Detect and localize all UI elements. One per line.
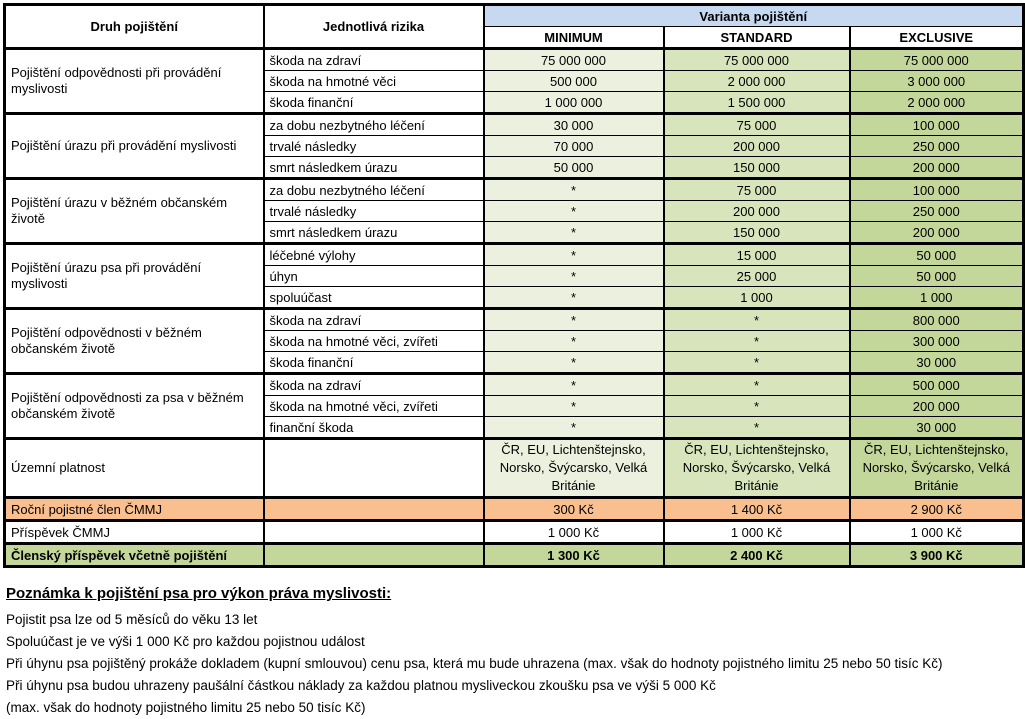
table-row-total — [5, 544, 1024, 567]
value-cell: 100 000 — [850, 114, 1024, 136]
value-cell: * — [664, 331, 850, 352]
value-cell: 2 000 000 — [850, 92, 1024, 114]
empty-cell — [264, 439, 484, 498]
footer-label: Roční pojistné člen ČMMJ — [5, 498, 264, 521]
value-cell: 75 000 — [664, 114, 850, 136]
druh-pojisteni-cell: Pojištění odpovědnosti v běžném občanském životě — [5, 309, 264, 374]
note-line: (max. však do hodnoty pojistného limitu 25 nebo 50 tisíc Kč) — [6, 700, 366, 715]
table-row — [5, 309, 1024, 331]
value-cell: * — [484, 417, 664, 439]
table-row — [5, 244, 1024, 266]
druh-pojisteni-cell: Pojištění úrazu při provádění myslivosti — [5, 114, 264, 179]
table-row — [5, 49, 1024, 71]
notes-section — [6, 585, 1025, 719]
table-row-uzemni-platnost — [5, 439, 1024, 498]
riziko-cell: smrt následkem úrazu — [264, 222, 484, 244]
value-cell: 200 000 — [850, 157, 1024, 179]
note-line: Pojistit psa lze od 5 měsíců do věku 13 let — [6, 612, 258, 627]
value-cell: * — [484, 201, 664, 222]
value-cell: 75 000 000 — [664, 49, 850, 71]
footer-value: 1 400 Kč — [664, 498, 850, 521]
footer-value: 1 300 Kč — [484, 544, 664, 567]
footer-value: 1 000 Kč — [850, 521, 1024, 544]
value-cell: 200 000 — [664, 201, 850, 222]
value-cell: * — [484, 179, 664, 201]
value-cell: 500 000 — [484, 71, 664, 92]
value-cell: * — [664, 352, 850, 374]
col-header-druh-pojisteni: Druh pojištění — [5, 5, 264, 49]
riziko-cell: za dobu nezbytného léčení — [264, 179, 484, 201]
riziko-cell: finanční škoda — [264, 417, 484, 439]
variant-header-standard: STANDARD — [664, 27, 850, 49]
col-header-jednotliva-rizika: Jednotlivá rizika — [264, 5, 484, 49]
value-cell: 500 000 — [850, 374, 1024, 396]
value-cell: * — [484, 374, 664, 396]
value-cell: * — [484, 331, 664, 352]
value-cell: 3 000 000 — [850, 71, 1024, 92]
notes-title: Poznámka k pojištění psa pro výkon práva myslivosti: — [6, 585, 392, 602]
value-cell: 800 000 — [850, 309, 1024, 331]
value-cell: * — [484, 287, 664, 309]
druh-pojisteni-cell: Pojištění odpovědnosti za psa v běžném občanském životě — [5, 374, 264, 439]
variant-header-exclusive: EXCLUSIVE — [850, 27, 1024, 49]
riziko-cell: škoda na hmotné věci — [264, 71, 484, 92]
footer-value: 2 400 Kč — [664, 544, 850, 567]
col-header-varianta-pojisteni: Varianta pojištění — [484, 5, 1024, 27]
riziko-cell: škoda na hmotné věci, zvířeti — [264, 396, 484, 417]
riziko-cell: škoda finanční — [264, 352, 484, 374]
riziko-cell: léčebné výlohy — [264, 244, 484, 266]
value-cell: 1 000 — [664, 287, 850, 309]
footer-label: Příspěvek ČMMJ — [5, 521, 264, 544]
empty-cell — [264, 521, 484, 544]
value-cell: * — [664, 309, 850, 331]
value-cell: 200 000 — [664, 136, 850, 157]
value-cell: 30 000 — [850, 417, 1024, 439]
footer-value: 3 900 Kč — [850, 544, 1024, 567]
uzemni-platnost-label: Územní platnost — [5, 439, 264, 498]
note-line: Při úhynu psa pojištěný prokáže dokladem (kupní smlouvou) cenu psa, která mu bude uhrazena (max. však do hodnoty pojistného limitu 25 nebo 50 tisíc Kč) — [6, 656, 943, 671]
footer-value: 1 000 Kč — [664, 521, 850, 544]
riziko-cell: škoda na zdraví — [264, 309, 484, 331]
value-cell: 300 000 — [850, 331, 1024, 352]
table-row — [5, 374, 1024, 396]
value-cell: 70 000 — [484, 136, 664, 157]
value-cell: * — [484, 266, 664, 287]
riziko-cell: spoluúčast — [264, 287, 484, 309]
value-cell: * — [484, 244, 664, 266]
riziko-cell: škoda na zdraví — [264, 374, 484, 396]
riziko-cell: smrt následkem úrazu — [264, 157, 484, 179]
table-row — [5, 114, 1024, 136]
footer-value: 300 Kč — [484, 498, 664, 521]
empty-cell — [264, 498, 484, 521]
value-cell: 75 000 000 — [484, 49, 664, 71]
value-cell: 50 000 — [850, 266, 1024, 287]
value-cell: * — [664, 374, 850, 396]
riziko-cell: škoda na hmotné věci, zvířeti — [264, 331, 484, 352]
uzemni-platnost-value: ČR, EU, Lichtenštejnsko, Norsko, Švýcarsko, Velká Británie — [484, 439, 664, 498]
value-cell: 1 500 000 — [664, 92, 850, 114]
note-line: Spoluúčast je ve výši 1 000 Kč pro každou pojistnou událost — [6, 634, 365, 649]
uzemni-platnost-value: ČR, EU, Lichtenštejnsko, Norsko, Švýcarsko, Velká Británie — [664, 439, 850, 498]
variant-header-minimum: MINIMUM — [484, 27, 664, 49]
value-cell: 75 000 000 — [850, 49, 1024, 71]
header-row-top — [5, 5, 1024, 27]
riziko-cell: trvalé následky — [264, 201, 484, 222]
value-cell: 50 000 — [484, 157, 664, 179]
value-cell: 150 000 — [664, 222, 850, 244]
riziko-cell: úhyn — [264, 266, 484, 287]
value-cell: 2 000 000 — [664, 71, 850, 92]
value-cell: 1 000 000 — [484, 92, 664, 114]
page — [0, 3, 1025, 715]
riziko-cell: škoda finanční — [264, 92, 484, 114]
notes-lines — [6, 609, 1025, 719]
value-cell: 200 000 — [850, 396, 1024, 417]
druh-pojisteni-cell: Pojištění úrazu psa při provádění myslivosti — [5, 244, 264, 309]
table-row-plain — [5, 521, 1024, 544]
value-cell: 50 000 — [850, 244, 1024, 266]
value-cell: * — [664, 396, 850, 417]
value-cell: 30 000 — [850, 352, 1024, 374]
druh-pojisteni-cell: Pojištění odpovědnosti při provádění myslivosti — [5, 49, 264, 114]
value-cell: * — [484, 352, 664, 374]
footer-label: Členský příspěvek včetně pojištění — [5, 544, 264, 567]
note-line: Při úhynu psa budou uhrazeny paušální částkou náklady za každou platnou mysliveckou zkoušku psa ve výši 5 000 Kč — [6, 678, 716, 693]
value-cell: * — [484, 222, 664, 244]
value-cell: 75 000 — [664, 179, 850, 201]
riziko-cell: za dobu nezbytného léčení — [264, 114, 484, 136]
value-cell: 250 000 — [850, 201, 1024, 222]
riziko-cell: trvalé následky — [264, 136, 484, 157]
value-cell: 100 000 — [850, 179, 1024, 201]
value-cell: 25 000 — [664, 266, 850, 287]
riziko-cell: škoda na zdraví — [264, 49, 484, 71]
empty-cell — [264, 544, 484, 567]
footer-value: 1 000 Kč — [484, 521, 664, 544]
value-cell: 150 000 — [664, 157, 850, 179]
table-row — [5, 179, 1024, 201]
druh-pojisteni-cell: Pojištění úrazu v běžném občanském životě — [5, 179, 264, 244]
uzemni-platnost-value: ČR, EU, Lichtenštejnsko, Norsko, Švýcarsko, Velká Británie — [850, 439, 1024, 498]
footer-value: 2 900 Kč — [850, 498, 1024, 521]
value-cell: * — [484, 309, 664, 331]
value-cell: 200 000 — [850, 222, 1024, 244]
value-cell: 1 000 — [850, 287, 1024, 309]
insurance-variants-table — [3, 3, 1025, 568]
value-cell: 250 000 — [850, 136, 1024, 157]
value-cell: * — [664, 417, 850, 439]
table-row-orange — [5, 498, 1024, 521]
value-cell: 15 000 — [664, 244, 850, 266]
value-cell: 30 000 — [484, 114, 664, 136]
value-cell: * — [484, 396, 664, 417]
